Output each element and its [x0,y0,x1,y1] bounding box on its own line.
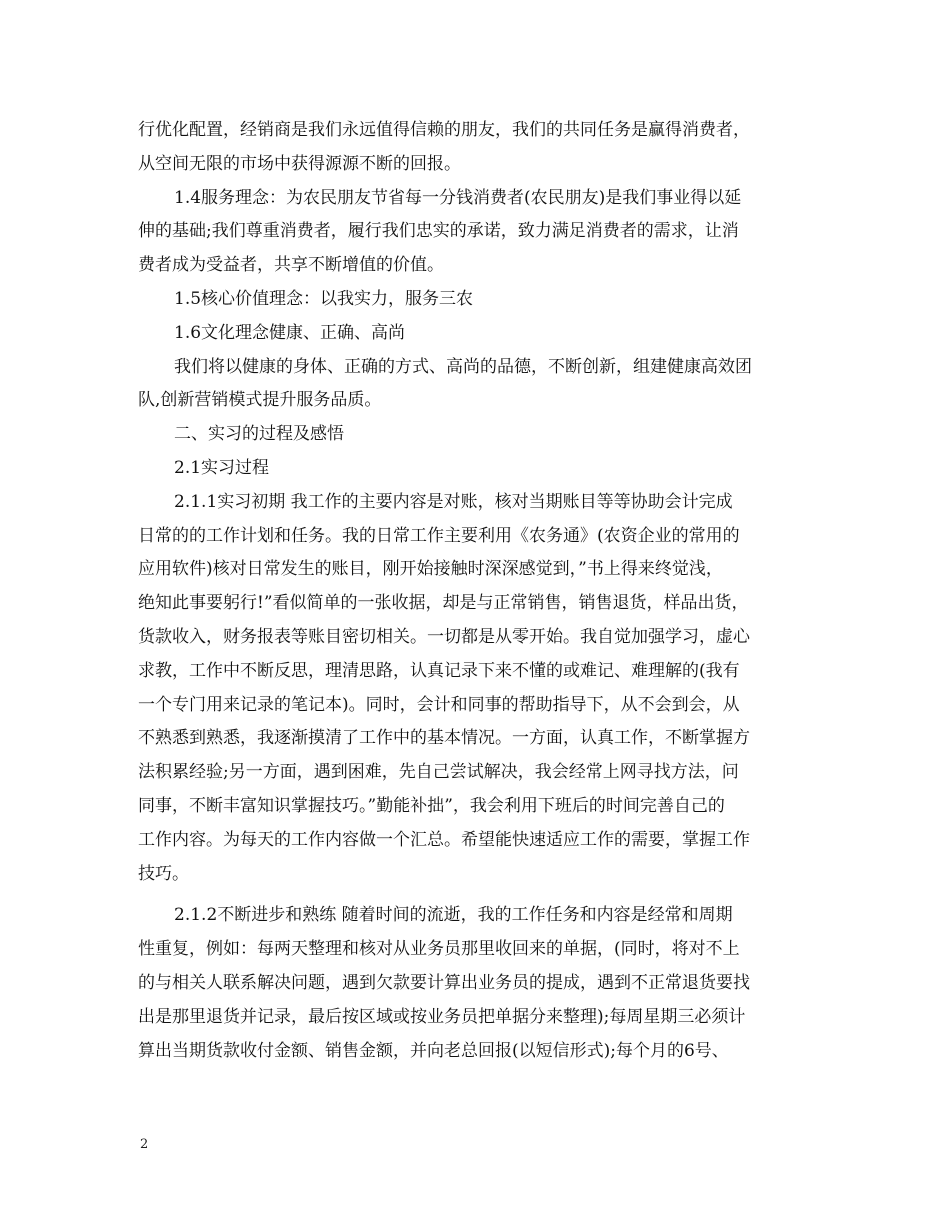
text-line: 1.4服务理念：为农民朋友节省每一分钱消费者(农民朋友)是我们事业得以延 [174,187,742,208]
paragraph [138,418,828,452]
paragraph [138,182,828,283]
text-line: 算出当期货款收付金额、销售金额，并向老总回报(以短信形式);每个月的6号、 [138,1040,729,1061]
text-line: 绝知此事要躬行!”看似简单的一张收据，却是与正常销售，销售退货，样品出货， [138,593,749,614]
text-line: 性重复，例如：每两天整理和核对从业务员那里收回来的单据，(同时，将对不上 [138,939,740,960]
text-line: 我们将以健康的身体、正确的方式、高尚的品德，不断创新，组建健康高效团 [174,356,752,377]
paragraph [138,899,828,1068]
text-line: 不熟悉到熟悉，我逐渐摸清了工作中的基本情况。一方面，认真工作，不断掌握方 [138,728,750,749]
text-line: 2.1实习过程 [174,457,270,478]
paragraph [138,283,828,317]
document-body [138,114,828,1068]
text-line: 1.6文化理念健康、正确、高尚 [174,322,406,343]
text-line: 求教，工作中不断反思，理清思路，认真记录下来不懂的或难记、难理解的(我有 [138,660,740,681]
paragraph [138,486,828,892]
paragraph-gap [138,891,828,899]
page-number: 2 [140,1137,149,1152]
text-line: 的与相关人联系解决问题，遇到欠款要计算出业务员的提成，遇到不正常退货要找 [138,972,750,993]
text-line: 从空间无限的市场中获得源源不断的回报。 [138,153,461,174]
paragraph [138,114,828,182]
text-line: 行优化配置，经销商是我们永远值得信赖的朋友，我们的共同任务是赢得消费者， [138,120,750,140]
text-line: 同事，不断丰富知识掌握技巧。”勤能补拙”，我会利用下班后的时间完善自己的 [138,795,725,816]
text-line: 法积累经验;另一方面，遇到困难，先自己尝试解决，我会经常上网寻找方法，问 [138,762,739,783]
text-line: 费者成为受益者，共享不断增值的价值。 [138,255,444,276]
text-line: 2.1.2不断进步和熟练 随着时间的流逝，我的工作任务和内容是经常和周期 [174,905,733,926]
text-line: 2.1.1实习初期 我工作的主要内容是对账，核对当期账目等等协助会计完成 [174,491,733,512]
paragraph [138,317,828,351]
text-line: 一个专门用来记录的笔记本)。同时，会计和同事的帮助指导下，从不会到会，从 [138,694,740,715]
text-line: 二、实习的过程及感悟 [174,424,344,445]
paragraph [138,351,828,419]
text-line: 队,创新营销模式提升服务品质。 [138,390,382,411]
text-line: 出是那里退货并记录，最后按区域或按业务员把单据分来整理);每周星期三必须计 [138,1006,746,1027]
text-line: 应用软件)核对日常发生的账目，刚开始接触时深深感觉到，”书上得来终觉浅， [138,559,723,580]
paragraph [138,452,828,486]
text-line: 工作内容。为每天的工作内容做一个汇总。希望能快速适应工作的需要，掌握工作 [138,829,750,850]
text-line: 货款收入，财务报表等账目密切相关。一切都是从零开始。我自觉加强学习，虚心 [138,626,750,647]
text-line: 技巧。 [138,863,189,884]
text-line: 伸的基础;我们尊重消费者，履行我们忠实的承诺，致力满足消费者的需求，让消 [138,221,739,242]
text-line: 日常的的工作计划和任务。我的日常工作主要利用《农务通》(农资企业的常用的 [138,525,740,546]
text-line: 1.5核心价值理念：以我实力，服务三农 [174,288,474,309]
